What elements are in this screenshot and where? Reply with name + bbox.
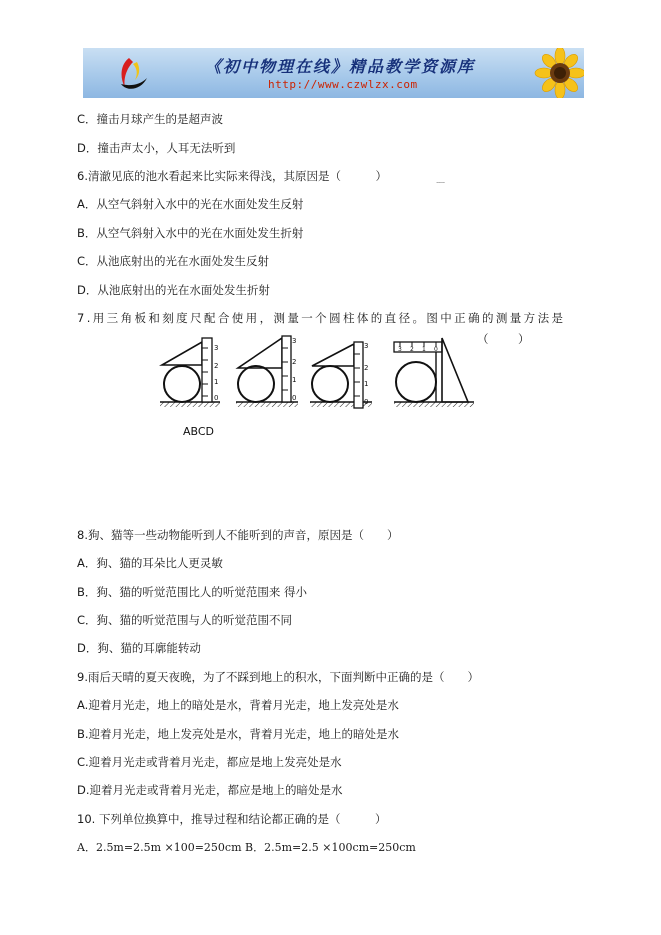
figure-c [310, 342, 372, 408]
svg-text:2: 2 [364, 364, 369, 372]
svg-text:3: 3 [214, 344, 219, 352]
figure-b [236, 336, 298, 407]
svg-text:2: 2 [292, 358, 297, 366]
q7-figure-labels: ABCD [183, 425, 215, 438]
svg-text:2: 2 [214, 362, 219, 370]
q6-option-b: B．从空气斜射入水中的光在水面处发生折射 [77, 226, 304, 240]
q8-option-b: B．狗、猫的听觉范围比人的听觉范围来 得小 [77, 585, 308, 599]
question-8: 8.狗、猫等一些动物能听到人不能听到的声音，原因是（ ） [77, 528, 399, 542]
question-7: 7.用三角板和刻度尺配合使用，测量一个圆柱体的直径。图中正确的测量方法是 [77, 311, 566, 325]
q10-options-ab: A．2.5m=2.5m ×100=250cm B．2.5m=2.5 ×100cm=250cm [77, 841, 416, 854]
question-9: 9.雨后天晴的夏天夜晚，为了不踩到地上的积水，下面判断中正确的是（ ） [77, 670, 479, 684]
q6-option-c: C．从池底射出的光在水面处发生反射 [77, 254, 270, 268]
svg-text:1: 1 [292, 376, 297, 384]
question-6: 6.清澈见底的池水看起来比实际来得浅，其原因是（ ） [77, 169, 387, 183]
svg-text:1: 1 [422, 346, 426, 353]
q6-option-d: D．从池底射出的光在水面处发生折射 [77, 283, 270, 297]
q7-answer-paren: （ ） [477, 332, 539, 346]
figure-d [394, 338, 474, 407]
q9-option-a: A.迎着月光走，地上的暗处是水，背着月光走，地上发亮处是水 [77, 698, 399, 712]
q9-option-d: D.迎着月光走或背着月光走，都应是地上的暗处是水 [77, 783, 343, 797]
svg-text:0: 0 [434, 346, 438, 353]
svg-text:0: 0 [292, 394, 297, 402]
svg-text:3: 3 [398, 346, 402, 353]
svg-text:1: 1 [364, 380, 369, 388]
logo-icon [111, 54, 151, 94]
banner-title: 《初中物理在线》精品教学资源库 [205, 57, 476, 76]
q9-option-b: B.迎着月光走，地上发亮处是水，背着月光走，地上的暗处是水 [77, 727, 400, 741]
q6-option-a: A．从空气斜射入水中的光在水面处发生反射 [77, 197, 304, 211]
svg-text:0: 0 [364, 398, 369, 406]
header-banner [83, 48, 584, 98]
banner-url: http://www.czwlzx.com [268, 78, 418, 91]
svg-text:0: 0 [214, 394, 219, 402]
svg-text:3: 3 [292, 337, 297, 345]
q8-option-a: A．狗、猫的耳朵比人更灵敏 [77, 556, 223, 570]
sunflower-icon [520, 48, 584, 98]
question-10: 10. 下列单位换算中，推导过程和结论都正确的是（ ） [77, 812, 387, 826]
q8-option-c: C．狗、猫的听觉范围与人的听觉范围不同 [77, 613, 293, 627]
q7-figures [158, 334, 480, 412]
figure-a [160, 338, 220, 407]
svg-text:3: 3 [364, 342, 369, 350]
option-d-q5: D．撞击声太小，人耳无法听到 [77, 141, 236, 155]
svg-text:2: 2 [410, 346, 414, 353]
decorative-dots: ......... [436, 178, 445, 185]
svg-text:1: 1 [214, 378, 219, 386]
q8-option-d: D．狗、猫的耳廓能转动 [77, 641, 201, 655]
option-c-q5: C．撞击月球产生的是超声波 [77, 112, 224, 126]
q9-option-c: C.迎着月光走或背着月光走，都应是地上发亮处是水 [77, 755, 342, 769]
